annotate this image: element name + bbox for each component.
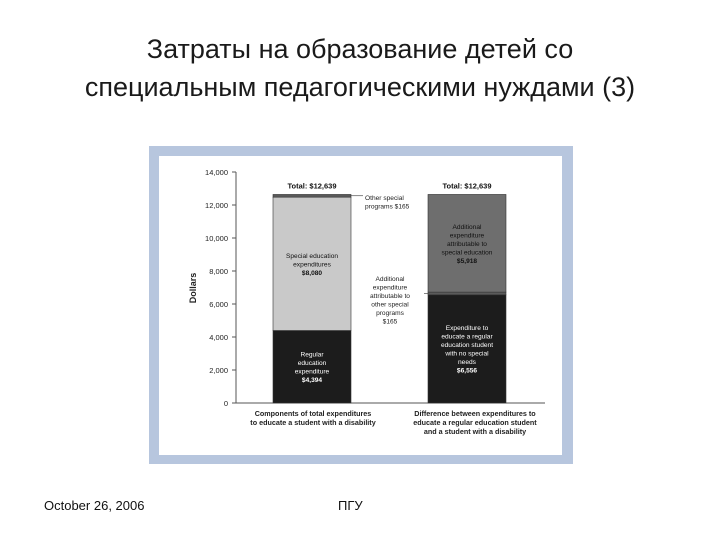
segment-label: $8,080	[301, 269, 323, 277]
segment-label: special education	[441, 249, 493, 257]
segment-label: Regular	[300, 351, 324, 359]
y-tick-label: 14,000	[205, 168, 228, 177]
segment-label: expenditure	[449, 232, 485, 240]
segment-label: Special education	[285, 252, 339, 260]
category-label: Difference between expenditures to	[414, 409, 536, 418]
slide-title-line-1: Затраты на образование детей со	[146, 34, 574, 64]
annotation-text: attributable to	[370, 293, 410, 300]
segment-label: Additional	[452, 223, 482, 231]
annotation-text: Additional	[375, 276, 405, 283]
bar-segment	[273, 194, 351, 197]
segment-label: expenditure	[294, 368, 330, 376]
category-label: Components of total expenditures	[254, 409, 372, 418]
category-label: educate a regular education student	[413, 418, 537, 427]
segment-label: attributable to	[447, 240, 487, 248]
slide-title-line-2: специальным педагогическими нуждами (3)	[84, 72, 636, 102]
segment-label: Expenditure to	[445, 325, 489, 333]
annotation-text: $165	[382, 318, 398, 326]
y-tick-label: 2,000	[209, 366, 228, 375]
y-axis-label: Dollars	[188, 272, 198, 304]
annotation-text: Other special	[365, 195, 404, 202]
annotation-text: other special	[371, 301, 409, 309]
segment-label: with no special	[445, 350, 489, 358]
y-tick-label: 8,000	[209, 267, 228, 276]
category-label: to educate a student with a disability	[250, 418, 376, 427]
y-tick-label: 0	[223, 399, 228, 408]
category-label: and a student with a disability	[423, 427, 527, 436]
segment-label: $6,556	[456, 367, 478, 375]
segment-label: needs	[458, 359, 476, 367]
segment-label: $4,394	[301, 376, 323, 384]
y-tick-label: 12,000	[205, 201, 228, 210]
y-tick-label: 10,000	[205, 234, 228, 243]
footer-date: October 26, 2006	[44, 498, 145, 513]
bar-total-label: Total: $12,639	[287, 181, 337, 191]
segment-label: $5,918	[456, 257, 478, 265]
bar-total-label: Total: $12,639	[442, 181, 492, 191]
bar-segment	[428, 292, 506, 295]
annotation-text: programs $165	[365, 203, 410, 211]
segment-label: education	[297, 359, 327, 367]
y-tick-label: 6,000	[209, 300, 228, 309]
annotation-text: expenditure	[372, 284, 408, 292]
segment-label: education student	[440, 342, 494, 350]
segment-label: educate a regular	[441, 333, 493, 341]
footer-organization: ПГУ	[338, 498, 363, 513]
y-tick-label: 4,000	[209, 333, 228, 342]
segment-label: expenditures	[293, 261, 331, 269]
annotation-text: programs	[376, 310, 404, 317]
